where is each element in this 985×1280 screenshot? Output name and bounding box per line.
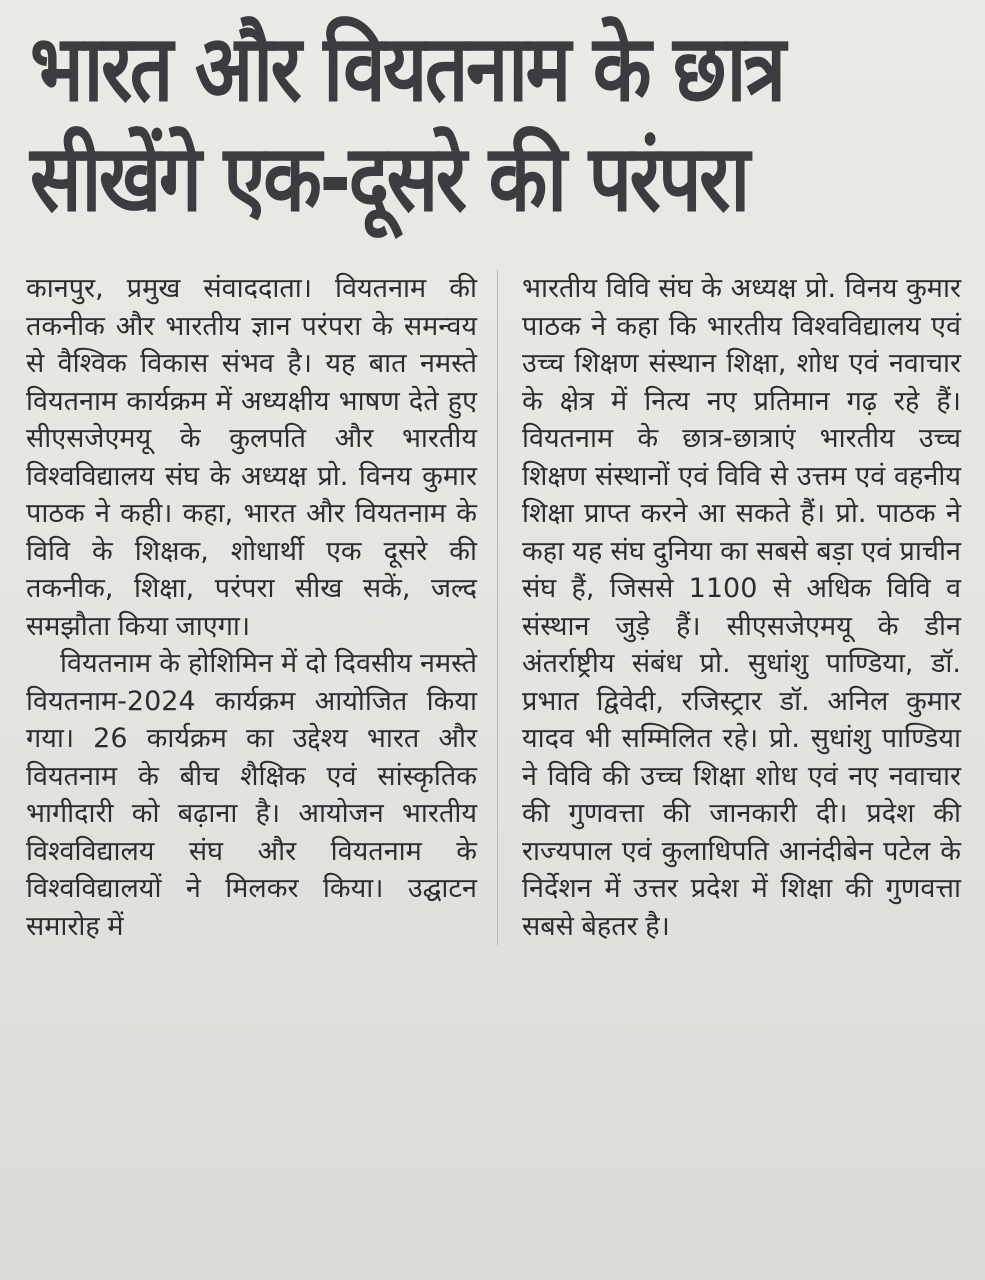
right-paragraph-1: भारतीय विवि संघ के अध्यक्ष प्रो. विनय कुमार पाठक ने कहा कि भारतीय विश्वविद्यालय एवं उच्च शिक्षण संस्थान शिक्षा, शोध एवं नवाचार के क्षेत्र में नित्य नए प्रतिमान गढ़ रहे हैं। वियतनाम के छात्र-छात्राएं भारतीय उच्च शिक्षण संस्थानों एवं विवि से उत्तम एवं वहनीय शिक्षा प्राप्त करने आ सकते हैं। प्रो. पाठक ने कहा यह संघ दुनिया का सबसे बड़ा एवं प्राचीन संघ हैं, जिससे 1100 से अधिक विवि व संस्थान जुड़े हैं। सीएसजेएमयू के डीन अंतर्राष्ट्रीय संबंध प्रो. सुधांशु पाण्डिया, डॉ. प्रभात द्विवेदी, रजिस्ट्रार डॉ. अनिल कुमार यादव भी सम्मिलित रहे। प्रो. सुधांशु पाण्डिया ने विवि की उच्च शिक्षा शोध एवं नए नवाचार की गुणवत्ता की जानकारी दी। प्रदेश की राज्यपाल एवं कुलाधिपति आनंदीबेन पटेल के निर्देशन में उत्तर प्रदेश में शिक्षा की गुणवत्ता सबसे बेहतर है। xyxy=(522,273,961,942)
article-body xyxy=(26,270,961,945)
headline-line-2: सीखेंगे एक-दूसरे की परंपरा xyxy=(30,125,748,232)
right-column xyxy=(498,270,961,945)
left-paragraph-1: कानपुर, प्रमुख संवाददाता। वियतनाम की तकनीक और भारतीय ज्ञान परंपरा के समन्वय से वैश्विक विकास संभव है। यह बात नमस्ते वियतनाम कार्यक्रम में अध्यक्षीय भाषण देते हुए सीएसजेएमयू के कुलपति और भारतीय विश्वविद्यालय संघ के अध्यक्ष प्रो. विनय कुमार पाठक ने कही। कहा, भारत और वियतनाम के विवि के शिक्षक, शोधार्थी एक दूसरे की तकनीक, शिक्षा, परंपरा सीख सकें, जल्द समझौता किया जाएगा। xyxy=(26,273,477,642)
left-paragraph-2: वियतनाम के होशिमिन में दो दिवसीय नमस्ते वियतनाम-2024 कार्यक्रम आयोजित किया गया। 26 कार्यक्रम का उद्देश्य भारत और वियतनाम के बीच शैक्षिक एवं सांस्कृतिक भागीदारी को बढ़ाना है। आयोजन भारतीय विश्वविद्यालय संघ और वियतनाम के विश्वविद्यालयों ने मिलकर किया। उद्घाटन समारोह में xyxy=(26,648,477,942)
headline xyxy=(26,14,961,234)
left-column xyxy=(26,270,498,945)
headline-line-1: भारत और वियतनाम के छात्र xyxy=(30,15,784,122)
